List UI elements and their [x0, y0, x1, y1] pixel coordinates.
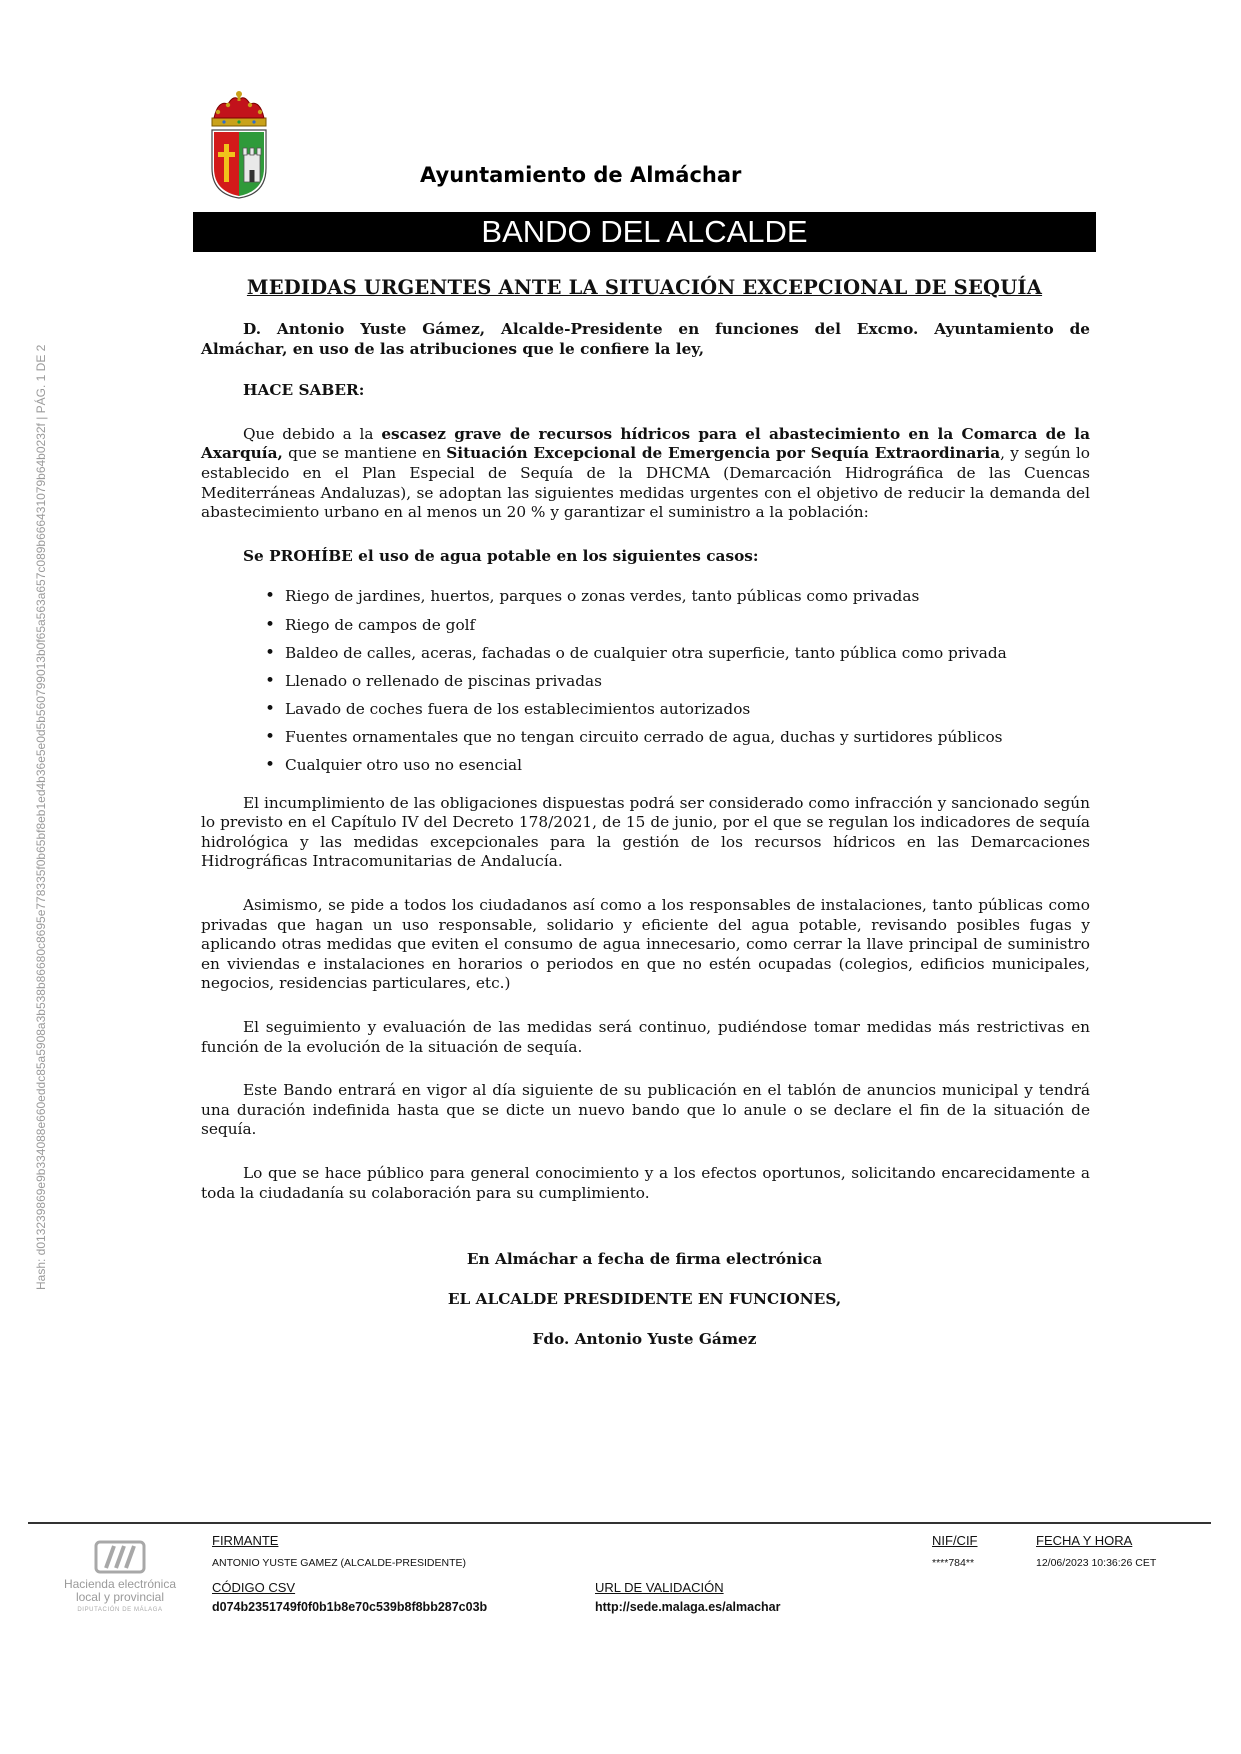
nif-label: NIF/CIF	[932, 1533, 978, 1548]
document-banner: BANDO DEL ALCALDE	[193, 212, 1096, 252]
signature-role: EL ALCALDE PRESDIDENTE EN FUNCIONES,	[447, 1290, 842, 1308]
list-item: • Llenado o rellenado de piscinas privadas	[201, 671, 1090, 699]
document-title: MEDIDAS URGENTES ANTE LA SITUACIÓN EXCEPCIONAL DE SEQUÍA	[246, 276, 1043, 299]
firmante-value: ANTONIO YUSTE GAMEZ (ALCALDE-PRESIDENTE)	[212, 1557, 466, 1569]
paragraph-5: Este Bando entrará en vigor al día siguiente de su publicación en el tablón de anuncios municipal y tendrá una duración indefinida hasta que se dicte un nuevo bando que lo anule o se declare el fin de la situación de sequía.	[201, 1081, 1090, 1139]
fecha-label: FECHA Y HORA	[1036, 1533, 1133, 1548]
prohibition-heading: Se PROHÍBE el uso de agua potable en los siguientes casos:	[243, 546, 759, 565]
paragraph-4: El seguimiento y evaluación de las medidas será continuo, pudiéndose tomar medidas más restrictivas en función de la evolución de la situación de sequía.	[201, 1018, 1090, 1056]
footer-divider	[28, 1522, 1211, 1524]
url-value[interactable]: http://sede.malaga.es/almachar	[595, 1600, 781, 1614]
list-item: • Riego de jardines, huertos, parques o zonas verdes, tanto públicas como privadas	[201, 586, 1090, 614]
fecha-value: 12/06/2023 10:36:26 CET	[1036, 1557, 1157, 1569]
csv-label: CÓDIGO CSV	[212, 1580, 296, 1595]
paragraph-6: Lo que se hace público para general conocimiento y a los efectos oportunos, solicitando encarecidamente a toda la ciudadanía su colaboración para su cumplimiento.	[201, 1163, 1090, 1202]
nif-value: ****784**	[932, 1557, 975, 1569]
list-item: • Riego de campos de golf	[201, 615, 1090, 643]
p1-text-c: que se mantiene en	[282, 444, 447, 463]
list-item: • Lavado de coches fuera de los establecimientos autorizados	[201, 699, 1090, 727]
hacienda-logo	[56, 1540, 184, 1613]
list-item: • Baldeo de calles, aceras, fachadas o de cualquier otra superficie, tanto pública como privada	[201, 643, 1090, 671]
logo-text-line-2: local y provincial	[75, 1590, 165, 1604]
url-label: URL DE VALIDACIÓN	[595, 1580, 724, 1595]
paragraph-3: Asimismo, se pide a todos los ciudadanos así como a los responsables de instalaciones, tanto públicas como privadas que hagan un uso responsable, solidario y eficiente del agua potable, revisando posibles fugas y aplicando otras medidas que eviten el consumo de agua innecesario, como cerrar la llave principal de suministro en viviendas e instalaciones en horarios o periodos en que no estén ocupadas (colegios, edificios municipales, negocios, residencias particulares, etc.)	[201, 896, 1090, 993]
firmante-label: FIRMANTE	[212, 1533, 279, 1548]
p1-text-b: escasez grave de recursos hídricos para el abastecimiento en la Comarca de la Axarquía,	[201, 424, 1090, 463]
intro-line-1: D. Antonio Yuste Gámez, Alcalde-Presidente en funciones del Excmo. Ayuntamiento de	[243, 320, 1090, 338]
list-item: • Fuentes ornamentales que no tengan circuito cerrado de agua, duchas y surtidores públicos	[201, 727, 1090, 755]
signature-place-date: En Almáchar a fecha de firma electrónica	[466, 1250, 823, 1268]
paragraph-1	[201, 425, 1090, 523]
logo-text-line-1: Hacienda electrónica	[63, 1577, 177, 1591]
signature-name: Fdo. Antonio Yuste Gámez	[532, 1330, 757, 1348]
hace-saber: HACE SABER:	[243, 381, 365, 400]
logo-text-line-3: DIPUTACIÓN DE MÁLAGA	[77, 1607, 163, 1613]
p1-text-e: , y según lo establecido en el Plan Especial de Sequía de la DHCMA (Demarcación Hidrográfica de las Cuencas Mediterráneas Andaluzas), se adoptan las siguientes medidas urgentes con el objetivo de reducir la demanda del abastecimiento urbano en al menos un 20 % y garantizar el suministro a la población:	[201, 444, 1091, 522]
p1-text-a: Que debido a la	[243, 424, 382, 443]
coat-of-arms-icon	[206, 90, 272, 200]
document-body	[201, 320, 1090, 1203]
organization-name: Ayuntamiento de Almáchar	[420, 163, 742, 187]
document-hash-sidebar: Hash: d0132398​69e9b33408​8e660eddc8​5a5908a3b5​38b86680c8​695e778335​f0b65bf8eb​1ed4b36e5e​0d5b560799​013b0f65a5​63a657c089​b6664310​79b64b0232f | PÁG. 1 DE 2	[34, 344, 48, 1290]
list-item: • Cualquier otro uso no esencial	[201, 755, 1090, 783]
csv-value: d074b2351749f0f0b1b8e70c539b8f8bb287c03b	[212, 1600, 488, 1614]
paragraph-2: El incumplimiento de las obligaciones dispuestas podrá ser considerado como infracción y sancionado según lo previsto en el Capítulo IV del Decreto 178/2021, de 15 de junio, por el que se regulan los indicadores de sequía hidrológica y las medidas excepcionales para la gestión de los recursos hídricos en las Demarcaciones Hidrográficas Intracomunitarias de Andalucía.	[201, 793, 1090, 871]
prohibition-list	[201, 586, 1090, 783]
hacienda-logo-icon	[94, 1540, 146, 1574]
p1-text-d: Situación Excepcional de Emergencia por Sequía Extraordinaria	[446, 444, 1001, 463]
intro-line-2: Almáchar, en uso de las atribuciones que le confiere la ley,	[201, 339, 705, 358]
